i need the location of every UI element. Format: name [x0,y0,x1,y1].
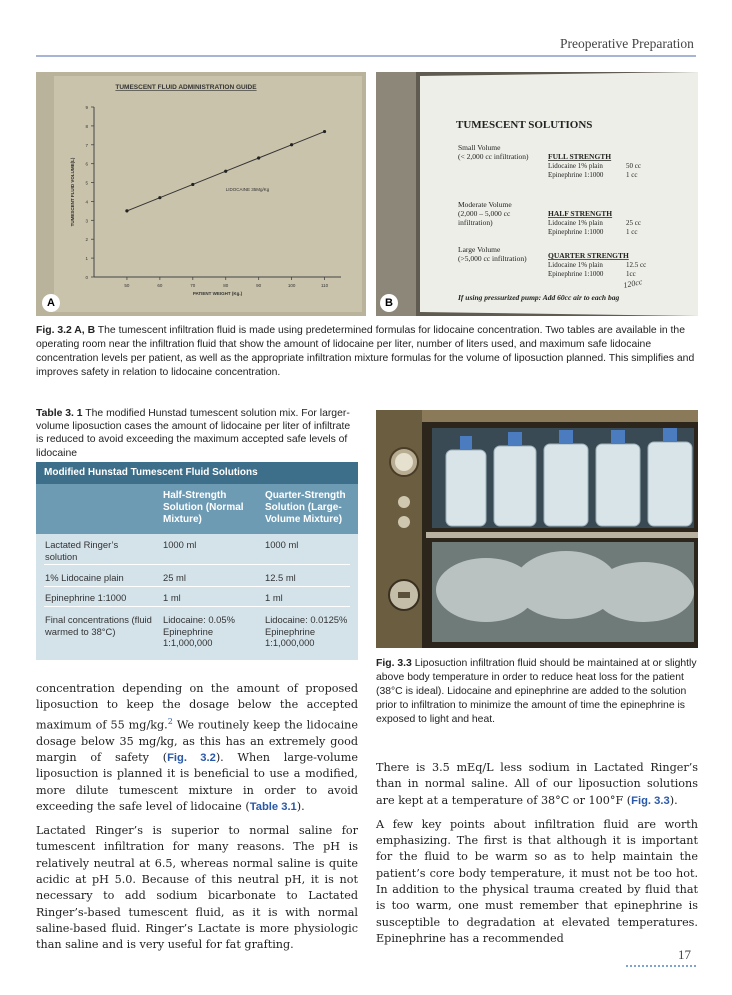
sign-volume-large-range: (>5,000 cc infiltration) [458,254,527,263]
table-title-text: The modified Hunstad tumescent solution mix. For larger-volume liposuction cases the amount of lidocaine per liter of infiltrate is reduced to avoid exceeding the maximum accepted safe levels of lidocaine [36,408,351,459]
panel-letter-b: B [380,294,398,312]
text-run: concentration depending on the amount of proposed liposuction to keep the dosage below the accepted maximum of 55 mg/kg. [36,682,358,732]
y-tick-label: 7 [85,142,88,148]
sign-heading: TUMESCENT SOLUTIONS [456,119,593,131]
citation-superscript[interactable]: 2 [167,716,173,726]
x-tick-label: 50 [124,283,130,288]
cell-quarter: 1 ml [265,592,283,603]
text-run: ). [669,793,678,807]
figure-3-2-caption [36,324,698,380]
sign-row-label: Lidocaine 1% plain [548,162,603,170]
column-header-half: Half-Strength Solution (Normal Mixture) [163,490,244,525]
y-tick-label: 6 [85,161,88,167]
page-number: 17 [678,947,691,962]
data-point [224,170,227,173]
caption-text: The tumescent infiltration fluid is made using predetermined formulas for lidocaine concentration. Two tables are available in the operating room near the infiltration fluid that show the amount of lidocaine per liter, number of liters used, and maximum safe lidocaine concentration levels per patient, as well as the appropriate infiltration mixture formulas for the volume of liposuction planned. This simplifies and improves safety in relation to lidocaine concentration. [36,325,695,378]
table-heading: Modified Hunstad Tumescent Fluid Solutions [36,462,358,484]
sign-volume-small: Small Volume [458,143,501,152]
sign-volume-moderate-range: (2,000 – 5,000 cc [458,209,511,218]
fig-3-3-link[interactable]: Fig. 3.3 [631,794,670,807]
column-header-quarter: Quarter-Strength Solution (Large-Volume Mixture) [265,490,346,525]
row-divider [44,564,350,565]
x-tick-label: 100 [287,283,296,288]
data-point [290,143,293,146]
y-axis-label: TUMESCENT FLUID VOLUME(L) [70,157,75,227]
sign-volume-moderate: Moderate Volume [458,200,512,209]
panel-letter-a: A [42,294,60,312]
figure-3-3-photo [376,410,698,648]
x-tick-label: 90 [256,283,262,288]
sign-row-label: Epinephrine 1:1000 [548,270,604,278]
sign-row-value: 12.5 cc [626,261,647,269]
sign-strength-quarter: QUARTER STRENGTH [548,251,629,260]
caption-text: Liposuction infiltration fluid should be maintained at or slightly above body temperature in order to reduce heat loss for the patient (38°C is ideal). Lidocaine and epinephrine are added to the solution prior to infiltration to minimize the amount of time the epinephrine is exposed to light and heat. [376,658,697,725]
sign-row-value: 50 cc [626,162,641,170]
right-column-text [376,760,698,955]
sign-row-value: 1 cc [626,171,638,179]
sign-volume-small-range: (< 2,000 cc infiltration) [458,152,529,161]
row-label: 1% Lidocaine plain [45,572,124,583]
tumescent-chart [36,72,366,316]
running-head: Preoperative Preparation [560,36,694,51]
sign-volume-moderate-range2: infiltration) [458,218,493,227]
y-tick-label: 3 [85,218,88,224]
sign-strength-half: HALF STRENGTH [548,209,613,218]
sign-row-value: 25 cc [626,219,641,227]
y-tick-label: 2 [85,237,88,243]
data-point [158,196,161,199]
cell-quarter: Lidocaine: 0.0125% Epinephrine 1:1,000,000 [265,614,348,648]
x-tick-label: 70 [190,283,196,288]
caption-label: Fig. 3.3 [376,658,412,669]
line-label: LIDOCAINE 35Mg/Kg [225,187,270,193]
x-tick-label: 60 [157,283,163,288]
paragraph [376,760,698,809]
text-run: ). [296,799,305,813]
cell-quarter: 12.5 ml [265,572,296,583]
data-point [323,130,326,133]
table-3-1 [36,462,358,660]
sign-strength-full: FULL STRENGTH [548,152,612,161]
row-divider [44,586,350,587]
handwritten-note: 120cc [622,277,644,290]
table-3-1-link[interactable]: Table 3.1 [249,800,297,813]
x-tick-label: 110 [320,283,329,288]
sign-row-label: Epinephrine 1:1000 [548,171,604,179]
cell-half: 25 ml [163,572,186,583]
sign-footer: If using pressurized pump: Add 60cc air to each bag [458,293,620,302]
y-tick-label: 9 [85,105,88,110]
data-point [125,209,128,212]
figure-3-3-caption [376,657,698,727]
sign-row-label: Lidocaine 1% plain [548,261,603,269]
left-column-text [36,681,358,961]
page-number-rule [626,965,696,967]
y-tick-label: 8 [85,123,88,129]
header-rule [36,55,696,57]
fig-3-2-link[interactable]: Fig. 3.2 [167,751,216,764]
sign-volume-large: Large Volume [458,245,501,254]
row-label: Epinephrine 1:1000 [45,592,127,603]
warming-cabinet [376,410,698,648]
caption-label: Fig. 3.2 A, B [36,325,96,336]
cell-half: 1 ml [163,592,181,603]
table-label: Table 3. 1 [36,408,83,419]
y-tick-label: 1 [85,256,88,262]
row-divider [44,606,350,607]
y-tick-label: 0 [85,275,88,280]
x-tick-label: 80 [223,283,229,288]
y-tick-label: 5 [85,180,88,186]
chart-title: TUMESCENT FLUID ADMINISTRATION GUIDE [115,84,257,91]
row-label: Lactated Ringer’s solution [45,539,119,562]
sign-row-value: 1 cc [626,228,638,236]
sign-row-label: Lidocaine 1% plain [548,219,603,227]
cell-half: 1000 ml [163,539,197,550]
sign-row-value: 1cc [626,270,636,278]
data-point [191,183,194,186]
paragraph: A few key points about infiltration fluid are worth emphasizing. The first is that although it is important for the fluid to be warm so as to help maintain the patient’s core body temperature, it must not be too hot. In addition to the physical trauma created by fluid that is too warm, one must remember that epinephrine is susceptible to degradation at elevated temperatures. Epinephrine has a recommended [376,817,698,945]
paragraph [36,681,358,815]
y-tick-label: 4 [85,199,88,205]
paragraph: Lactated Ringer’s is superior to normal saline for tumescent infiltration for many reasons. The pH is relatively neutral at 6.5, whereas normal saline is quite acidic at pH 5.0. Because of this neutral pH, it is not necessary to add sodium bicarbonate to Lactated Ringer’s-based tumescent fluid, as it is with normal saline-based fluid. Ringer’s Lactate is more physiologic than saline and is very useful for fat grafting. [36,824,358,952]
figure-3-2a-photo [36,72,366,316]
text-run: We routinely keep the lidocaine dosage below 35 mg/kg, as this has an extremely good margin of safety ( [36,718,358,764]
figure-3-2b-photo [376,72,698,316]
sign-row-label: Epinephrine 1:1000 [548,228,604,236]
row-label: Final concentrations (fluid warmed to 38°C) [45,614,152,637]
cell-quarter: 1000 ml [265,539,299,550]
solutions-sign [376,72,698,316]
table-3-1-title [36,407,358,460]
text-run: There is 3.5 mEq/L less sodium in Lactated Ringer’s than in normal saline. All of our liposuction solutions are kept at a temperature of 38°C or 100°F ( [376,761,698,807]
data-point [257,156,260,159]
x-axis-label: PATIENT WEIGHT (Kg.) [192,291,243,296]
cell-half: Lidocaine: 0.05% Epinephrine 1:1,000,000 [163,614,235,648]
text-run: ). When large-volume liposuction is planned it is beneficial to use a modified, more dilute tumescent mixture in order to avoid exceeding the safe level of lidocaine ( [36,750,358,813]
